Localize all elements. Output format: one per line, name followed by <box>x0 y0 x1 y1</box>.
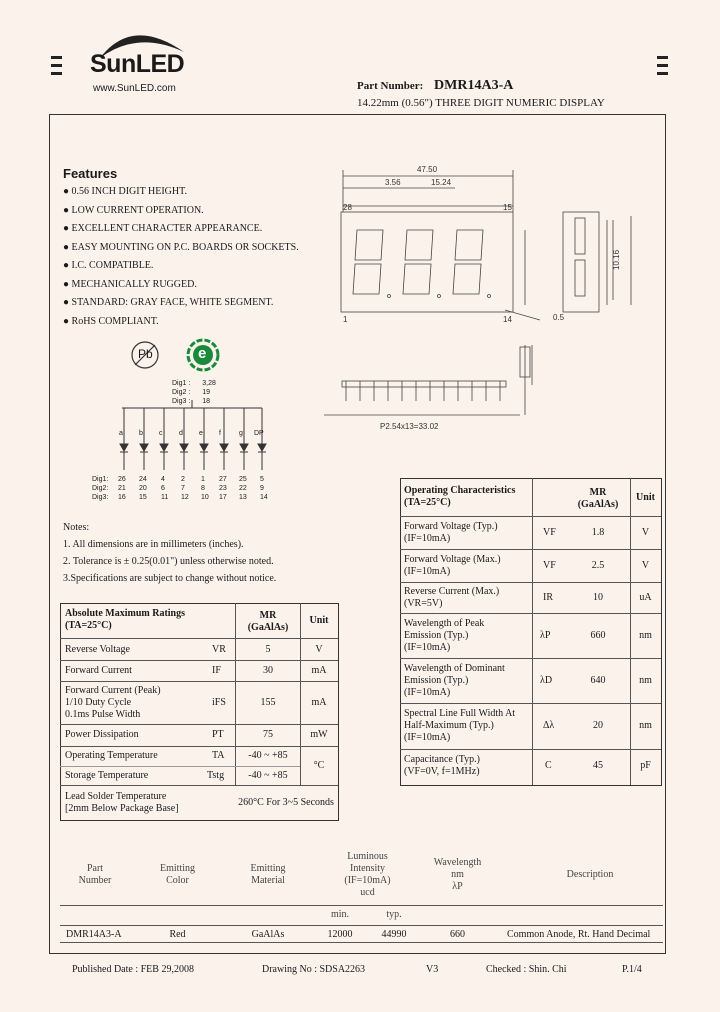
header-luminous: Luminous Intensity (IF=10mA) ucd <box>344 851 391 898</box>
header-min: min. <box>330 909 350 920</box>
diode-f <box>220 408 228 470</box>
header-material: Emitting Material <box>250 863 286 886</box>
pin-label-15: 15 <box>503 203 512 212</box>
pin-row: Dig2: 21 20 6 7 8 23 22 9 <box>92 485 264 492</box>
header-part: Part Number <box>78 863 112 886</box>
notes <box>63 519 276 587</box>
product-subtitle: 14.22mm (0.56") THREE DIGIT NUMERIC DISPLAY <box>357 97 605 109</box>
diode-b <box>140 408 148 470</box>
page-number: P.1/4 <box>622 964 642 975</box>
op-char-unit-header: Unit <box>636 492 655 503</box>
dim-dp: 0.5 <box>553 313 565 322</box>
pin-row: Dig3: 16 15 11 12 10 17 13 14 <box>92 494 268 501</box>
circuit-diagram <box>110 400 270 475</box>
rohs-badge: e <box>186 338 220 372</box>
diode-e <box>200 408 208 470</box>
digit-common-row: Dig2 : 19 <box>172 389 211 396</box>
feature-item: ● STANDARD: GRAY FACE, WHITE SEGMENT. <box>63 297 274 308</box>
drawing-number: Drawing No : SDSA2263 <box>262 964 366 975</box>
diode-g <box>240 408 248 470</box>
abs-max-unit-header: Unit <box>309 615 329 626</box>
digit-common-row: Dig1 : 3,28 <box>172 380 216 387</box>
brand-logo: SunLED <box>90 50 185 78</box>
digit-common-row: Dig3 : 18 <box>172 398 211 405</box>
dim-height: 15.24 <box>431 178 452 187</box>
abs-max-title: Absolute Maximum Ratings (TA=25°C) <box>65 608 186 631</box>
features-list <box>63 183 333 331</box>
note-item: 2. Tolerance is ± 0.25(0.01") unless otherwise noted. <box>63 556 274 567</box>
feature-item: ● LOW CURRENT OPERATION. <box>63 204 204 216</box>
pb-free-badge: Pb <box>130 340 160 370</box>
pin-label-1: 1 <box>343 315 348 324</box>
header-description: Description <box>566 869 614 880</box>
header-typ: typ. <box>386 909 402 920</box>
diode-c <box>160 408 168 470</box>
feature-item: ● EXCELLENT CHARACTER APPEARANCE. <box>63 223 263 234</box>
op-char-mr-header: MR (GaAlAs) <box>577 487 619 510</box>
pin-table <box>92 475 282 502</box>
feature-item: ● RoHS COMPLIANT. <box>63 315 159 327</box>
dim-depth: 10.16 <box>612 249 621 270</box>
pin-leads <box>342 381 506 401</box>
diode-d <box>180 408 188 470</box>
header-color: Emitting Color <box>160 863 195 886</box>
part-number-label: Part Number: <box>357 80 424 92</box>
feature-item: ● 0.56 INCH DIGIT HEIGHT. <box>63 186 187 197</box>
features-title: Features <box>63 166 118 181</box>
digit-2-outline <box>403 230 433 294</box>
note-item: 3.Specifications are subject to change without notice. <box>63 573 277 584</box>
version: V3 <box>426 964 439 975</box>
feature-item: ● MECHANICALLY RUGGED. <box>63 278 197 290</box>
header-wavelength: Wavelength nm λP <box>433 857 482 892</box>
feature-item: ● EASY MOUNTING ON P.C. BOARDS OR SOCKETS. <box>63 241 299 253</box>
dim-overall-width: 47.50 <box>417 165 438 174</box>
checked-by: Checked : Shin. Chi <box>486 964 567 975</box>
part-number: DMR14A3-A <box>434 78 514 93</box>
brand-website[interactable]: www.SunLED.com <box>93 83 176 94</box>
notes-title: Notes: <box>63 522 90 533</box>
package-pin-drawing <box>320 335 560 445</box>
dim-pitch: 3.56 <box>385 178 401 187</box>
digit-3-outline <box>453 230 483 294</box>
pin-label-14: 14 <box>503 315 512 324</box>
dim-pin-pitch: P2.54x13=33.02 <box>380 422 439 431</box>
op-char-title: Operating Characteristics (TA=25°C) <box>404 485 516 508</box>
digit-1-outline <box>353 230 383 294</box>
diode-a <box>120 408 128 470</box>
abs-max-mr-header: MR (GaAlAs) <box>247 610 289 633</box>
pin-label-28: 28 <box>343 203 352 212</box>
feature-item: ● I.C. COMPATIBLE. <box>63 260 154 271</box>
pin-row: Dig1: 26 24 4 2 1 27 25 5 <box>92 476 264 483</box>
note-item: 1. All dimensions are in millimeters (inches). <box>63 539 244 550</box>
published-date: Published Date : FEB 29,2008 <box>72 964 194 975</box>
diode-dp <box>258 408 266 470</box>
